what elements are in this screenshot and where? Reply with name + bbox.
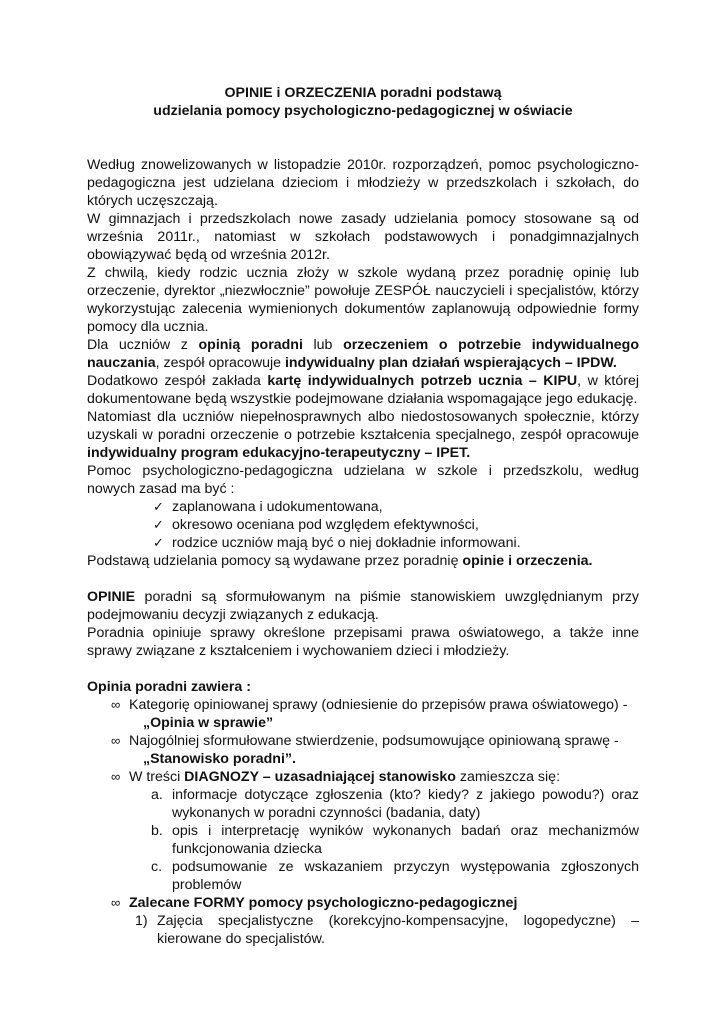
diagnosis-item: c. podsumowanie ze wskazaniem przyczyn występowania zgłoszonych problemów	[151, 859, 639, 893]
infinity-bullet-icon: ∞	[111, 697, 121, 712]
intro-paragraph-4: Dla uczniów z opinią poradni lub orzeczeniem o potrzebie indywidualnego nauczania, zespół opracowuje indywidualny plan działań wspierających – IPDW.	[87, 337, 639, 371]
diagnosis-sublist	[87, 786, 639, 894]
intro-paragraph-6: Natomiast dla uczniów niepełnosprawnych albo niedostosowanych społecznie, którzy uzyskali w poradni orzeczenie o potrzebie kształcenia specjalnego, zespół opracowuje indywidualny program edukacyjno-terapeutyczny – IPET.	[87, 409, 639, 461]
intro-paragraph-7: Pomoc psychologiczno-pedagogiczna udzielana w szkole i przedszkolu, według nowych zasad ma być :	[87, 463, 639, 497]
opinie-paragraph-2: Poradnia opiniuje sprawy określone przepisami prawa oświatowego, a także inne sprawy związane z kształceniem i wychowaniem dzieci i młodzieży.	[87, 625, 639, 659]
requirements-checklist	[87, 498, 639, 552]
diagnosis-item: b. opis i interpretację wyników wykonanych badań oraz mechanizmów funkcjonowania dziecka	[151, 823, 639, 857]
checklist-item: ✓ rodzice uczniów mają być o niej dokładnie informowani.	[153, 535, 521, 551]
diagnosis-item: a. informacje dotyczące zgłoszenia (kto? kiedy? z jakiego powodu?) oraz wykonanych w poradni czynności (badania, daty)	[151, 787, 639, 821]
opinion-contents-list-cont	[87, 894, 639, 912]
intro-paragraph-3: Z chwilą, kiedy rodzic ucznia złoży w szkole wydaną przez poradnię opinię lub orzeczenie, dyrektor „niezwłocznie” powołuje ZESPÓŁ nauczycieli i specjalistów, którzy wykorzystując zalecenia wymienionych dokumentów zaplanowują odpowiednie formy pomocy dla ucznia.	[87, 265, 639, 335]
intro-paragraph-5: Dodatkowo zespół zakłada kartę indywidualnych potrzeb ucznia – KIPU, w której dokumentowane będą wszystkie podejmowane działania wspomagające jego edukację.	[87, 373, 639, 407]
checklist-item: ✓ zaplanowana i udokumentowana,	[153, 499, 383, 515]
contents-heading: Opinia poradni zawiera :	[87, 679, 251, 695]
document-title	[87, 84, 639, 120]
forms-sublist	[87, 912, 639, 948]
intro-paragraph-2: W gimnazjach i przedszkolach nowe zasady udzielania pomocy stosowane są od września 2011r., natomiast w szkołach podstawowych i ponadgimnazjalnych obowiązywać będą od września 2012r.	[87, 211, 639, 263]
checklist-item: ✓ okresowo oceniana pod względem efektywności,	[153, 517, 479, 533]
opinie-paragraph-1: OPINIE poradni są sformułowanym na piśmie stanowiskiem uwzględnianym przy podejmowaniu decyzji związanych z edukacją.	[87, 589, 639, 623]
contents-item-diagnosis: ∞ W treści DIAGNOZY – uzasadniającej stanowisko zamieszcza się:	[111, 769, 561, 785]
check-icon: ✓	[153, 499, 164, 514]
title-line-2: udzielania pomocy psychologiczno-pedagogicznej w oświacie	[153, 103, 573, 119]
contents-item-stance: ∞ Najogólniej sformułowane stwierdzenie, podsumowujące opiniowaną sprawę - „Stanowisko poradni”.	[111, 733, 619, 767]
check-icon: ✓	[153, 517, 164, 532]
title-line-1: OPINIE i ORZECZENIA poradni podstawą	[224, 85, 502, 101]
opinion-contents-list	[87, 696, 639, 786]
forms-item: 1) Zajęcia specjalistyczne (korekcyjno-kompensacyjne, logopedyczne) – kierowane do specjalistów.	[135, 913, 639, 947]
contents-item-forms: ∞ Zalecane FORMY pomocy psychologiczno-pedagogicznej	[111, 895, 518, 911]
intro-paragraph-1: Według znowelizowanych w listopadzie 2010r. rozporządzeń, pomoc psychologiczno-pedagogiczna jest udzielana dzieciom i młodzieży w przedszkolach i szkołach, do których uczęszczają.	[87, 157, 639, 209]
contents-item-category: ∞ Kategorię opiniowanej sprawy (odniesienie do przepisów prawa oświatowego) - „Opinia w sprawie”	[111, 697, 628, 731]
infinity-bullet-icon: ∞	[111, 733, 121, 748]
infinity-bullet-icon: ∞	[111, 769, 121, 784]
intro-paragraph-8: Podstawą udzielania pomocy są wydawane przez poradnię opinie i orzeczenia.	[87, 553, 593, 569]
check-icon: ✓	[153, 535, 164, 550]
document-page	[87, 84, 639, 948]
infinity-bullet-icon: ∞	[111, 895, 121, 910]
